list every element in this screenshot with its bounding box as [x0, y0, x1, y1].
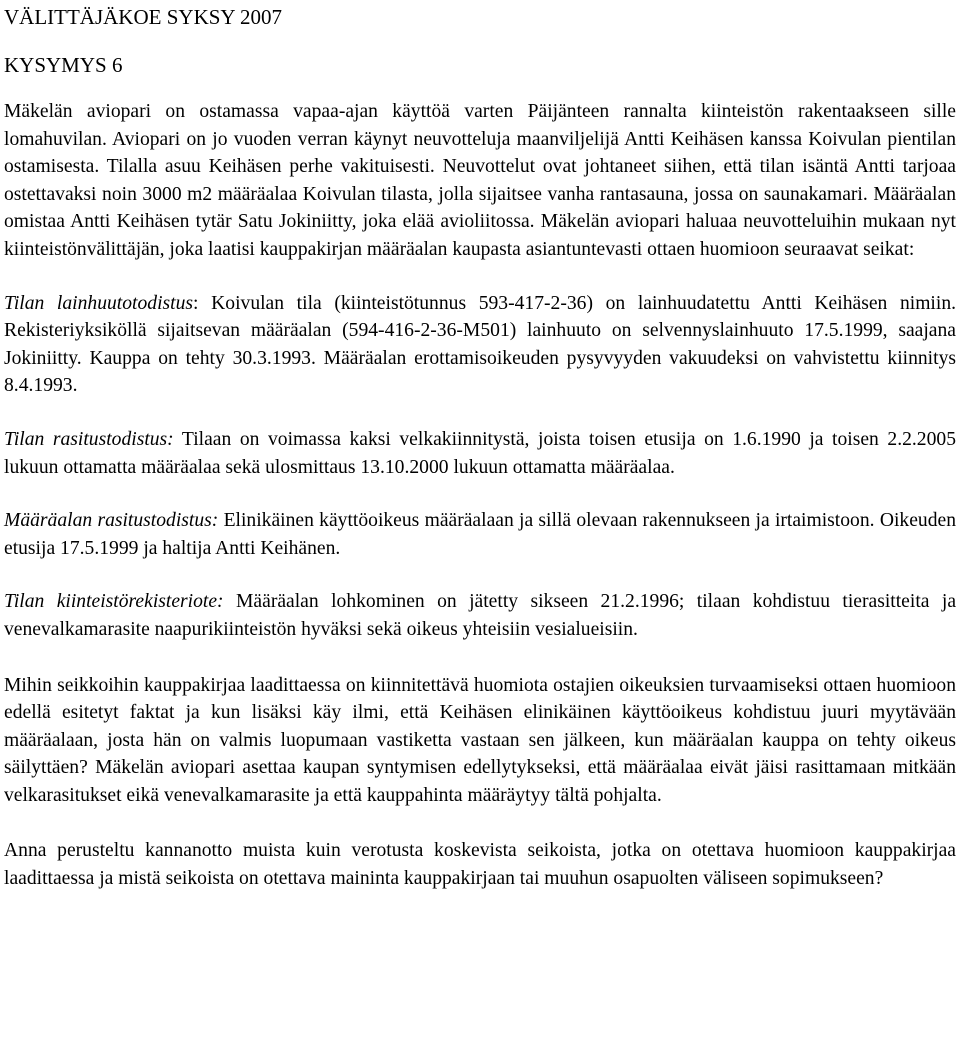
section-tilan-rasitustodistus — [4, 426, 956, 481]
question-label: KYSYMYS 6 — [4, 53, 123, 77]
section-label: Tilan kiinteistörekisteriote: — [4, 591, 224, 613]
assignment-paragraph: Anna perusteltu kannanotto muista kuin verotusta koskevista seikoista, jotka on otettava huomioon kauppakirjaa laadittaessa ja mistä seikoista on otettava maininta kauppakirjaan tai muuhun osapuolten väliseen sopimukseen? — [4, 840, 956, 890]
section-label: Tilan lainhuutotodistus — [4, 292, 194, 314]
section-label: Määräalan rasitustodistus: — [4, 510, 219, 532]
section-text: Elinikäinen käyttöoikeus määräalaan ja sillä olevaan rakennukseen ja irtaimistoon. Oikeuden etusija 17.5.1999 ja haltija Antti Keihänen. — [4, 510, 956, 559]
section-text: Tilaan on voimassa kaksi velkakiinnitystä, joista toisen etusija on 1.6.1990 ja toisen 2.2.2005 lukuun ottamatta määräalaa sekä ulosmittaus 13.10.2000 lukuun ottamatta määräalaa. — [4, 428, 956, 478]
exam-page — [4, 0, 956, 893]
exam-title: VÄLITTÄJÄKOE SYKSY 2007 — [4, 5, 283, 29]
section-maaraalan-rasitustodistus — [4, 507, 956, 562]
section-kiinteistorekisteriote — [4, 588, 956, 643]
section-label: Tilan rasitustodistus: — [4, 428, 174, 450]
intro-paragraph: Mäkelän aviopari on ostamassa vapaa-ajan käyttöä varten Päijänteen rannalta kiinteistön rakentaakseen sille lomahuvilan. Aviopari on jo vuoden verran käynyt neuvotteluja maanviljelijä Antti Keihäsen kanssa Koivulan pientilan ostamisesta. Tilalla asuu Keihäsen perhe vakituisesti. Neuvottelut ovat johtaneet siihen, että tilan isäntä Antti tarjoaa ostettavaksi noin 3000 m2 määräalaa Koivulan tilasta, jolla sijaitsee vanha rantasauna, jossa on saunakamari. Määräalan omistaa Antti Keihäsen tytär Satu Jokiniitty, joka elää avioliitossa. Mäkelän aviopari haluaa neuvotteluihin mukaan nyt kiinteistönvälittäjän, joka laatisi kauppakirjan määräalan kaupasta asiantuntevasti ottaen huomioon seuraavat seikat: — [4, 101, 956, 260]
section-text: Määräalan lohkominen on jätetty sikseen 21.2.1996; tilaan kohdistuu tierasitteita ja venevalkamarasite naapurikiinteistön hyväksi sekä oikeus yhteisiin vesialueisiin. — [4, 591, 957, 640]
section-text: Koivulan tila (kiinteistötunnus 593-417-2-36) on lainhuudatettu Antti Keihäsen nimiin. Rekisteriyksiköllä sijaitsevan määräalan (594-416-2-36-M501) lainhuuto on selvennyslainhuuto 17.5.1999, saajana Jokiniitty. Kauppa on tehty 30.3.1993. Määräalan erottamisoikeuden pysyvyyden vakuudeksi on vahvistettu kiinnitys 8.4.1993. — [4, 292, 957, 397]
section-lainhuutotodistus: Tilan lainhuutotodistus: Koivulan tila (kiinteistötunnus 593-417-2-36) on lainhuudatettu Antti Keihäsen nimiin. Rekisteriyksiköllä sijaitsevan määräalan (594-416-2-36-M501) lainhuuto on selvennyslainhuuto 17.5.1999, saajana Jokiniitty. Kauppa on tehty 30.3.1993. Määräalan erottamisoikeuden pysyvyyden vakuudeksi on vahvistettu kiinnitys 8.4.1993. — [4, 292, 957, 397]
closing-paragraph: Mihin seikkoihin kauppakirjaa laadittaessa on kiinnitettävä huomiota ostajien oikeuksien turvaamiseksi ottaen huomioon edellä esitetyt faktat ja kun lisäksi käy ilmi, että Keihäsen elinikäinen käyttöoikeus kohdistuu juuri myytävään määräalaan, josta hän on valmis luopumaan vastiketta vastaan sen jälkeen, kun määräalan kauppa on tehty oikeus säilyttäen? Mäkelän aviopari asettaa kaupan syntymisen edellytykseksi, että määräalaa eivät jäisi rasittamaan mitkään velkarasitukset eikä venevalkamarasite ja että kauppahinta määräytyy tältä pohjalta. — [4, 674, 956, 806]
